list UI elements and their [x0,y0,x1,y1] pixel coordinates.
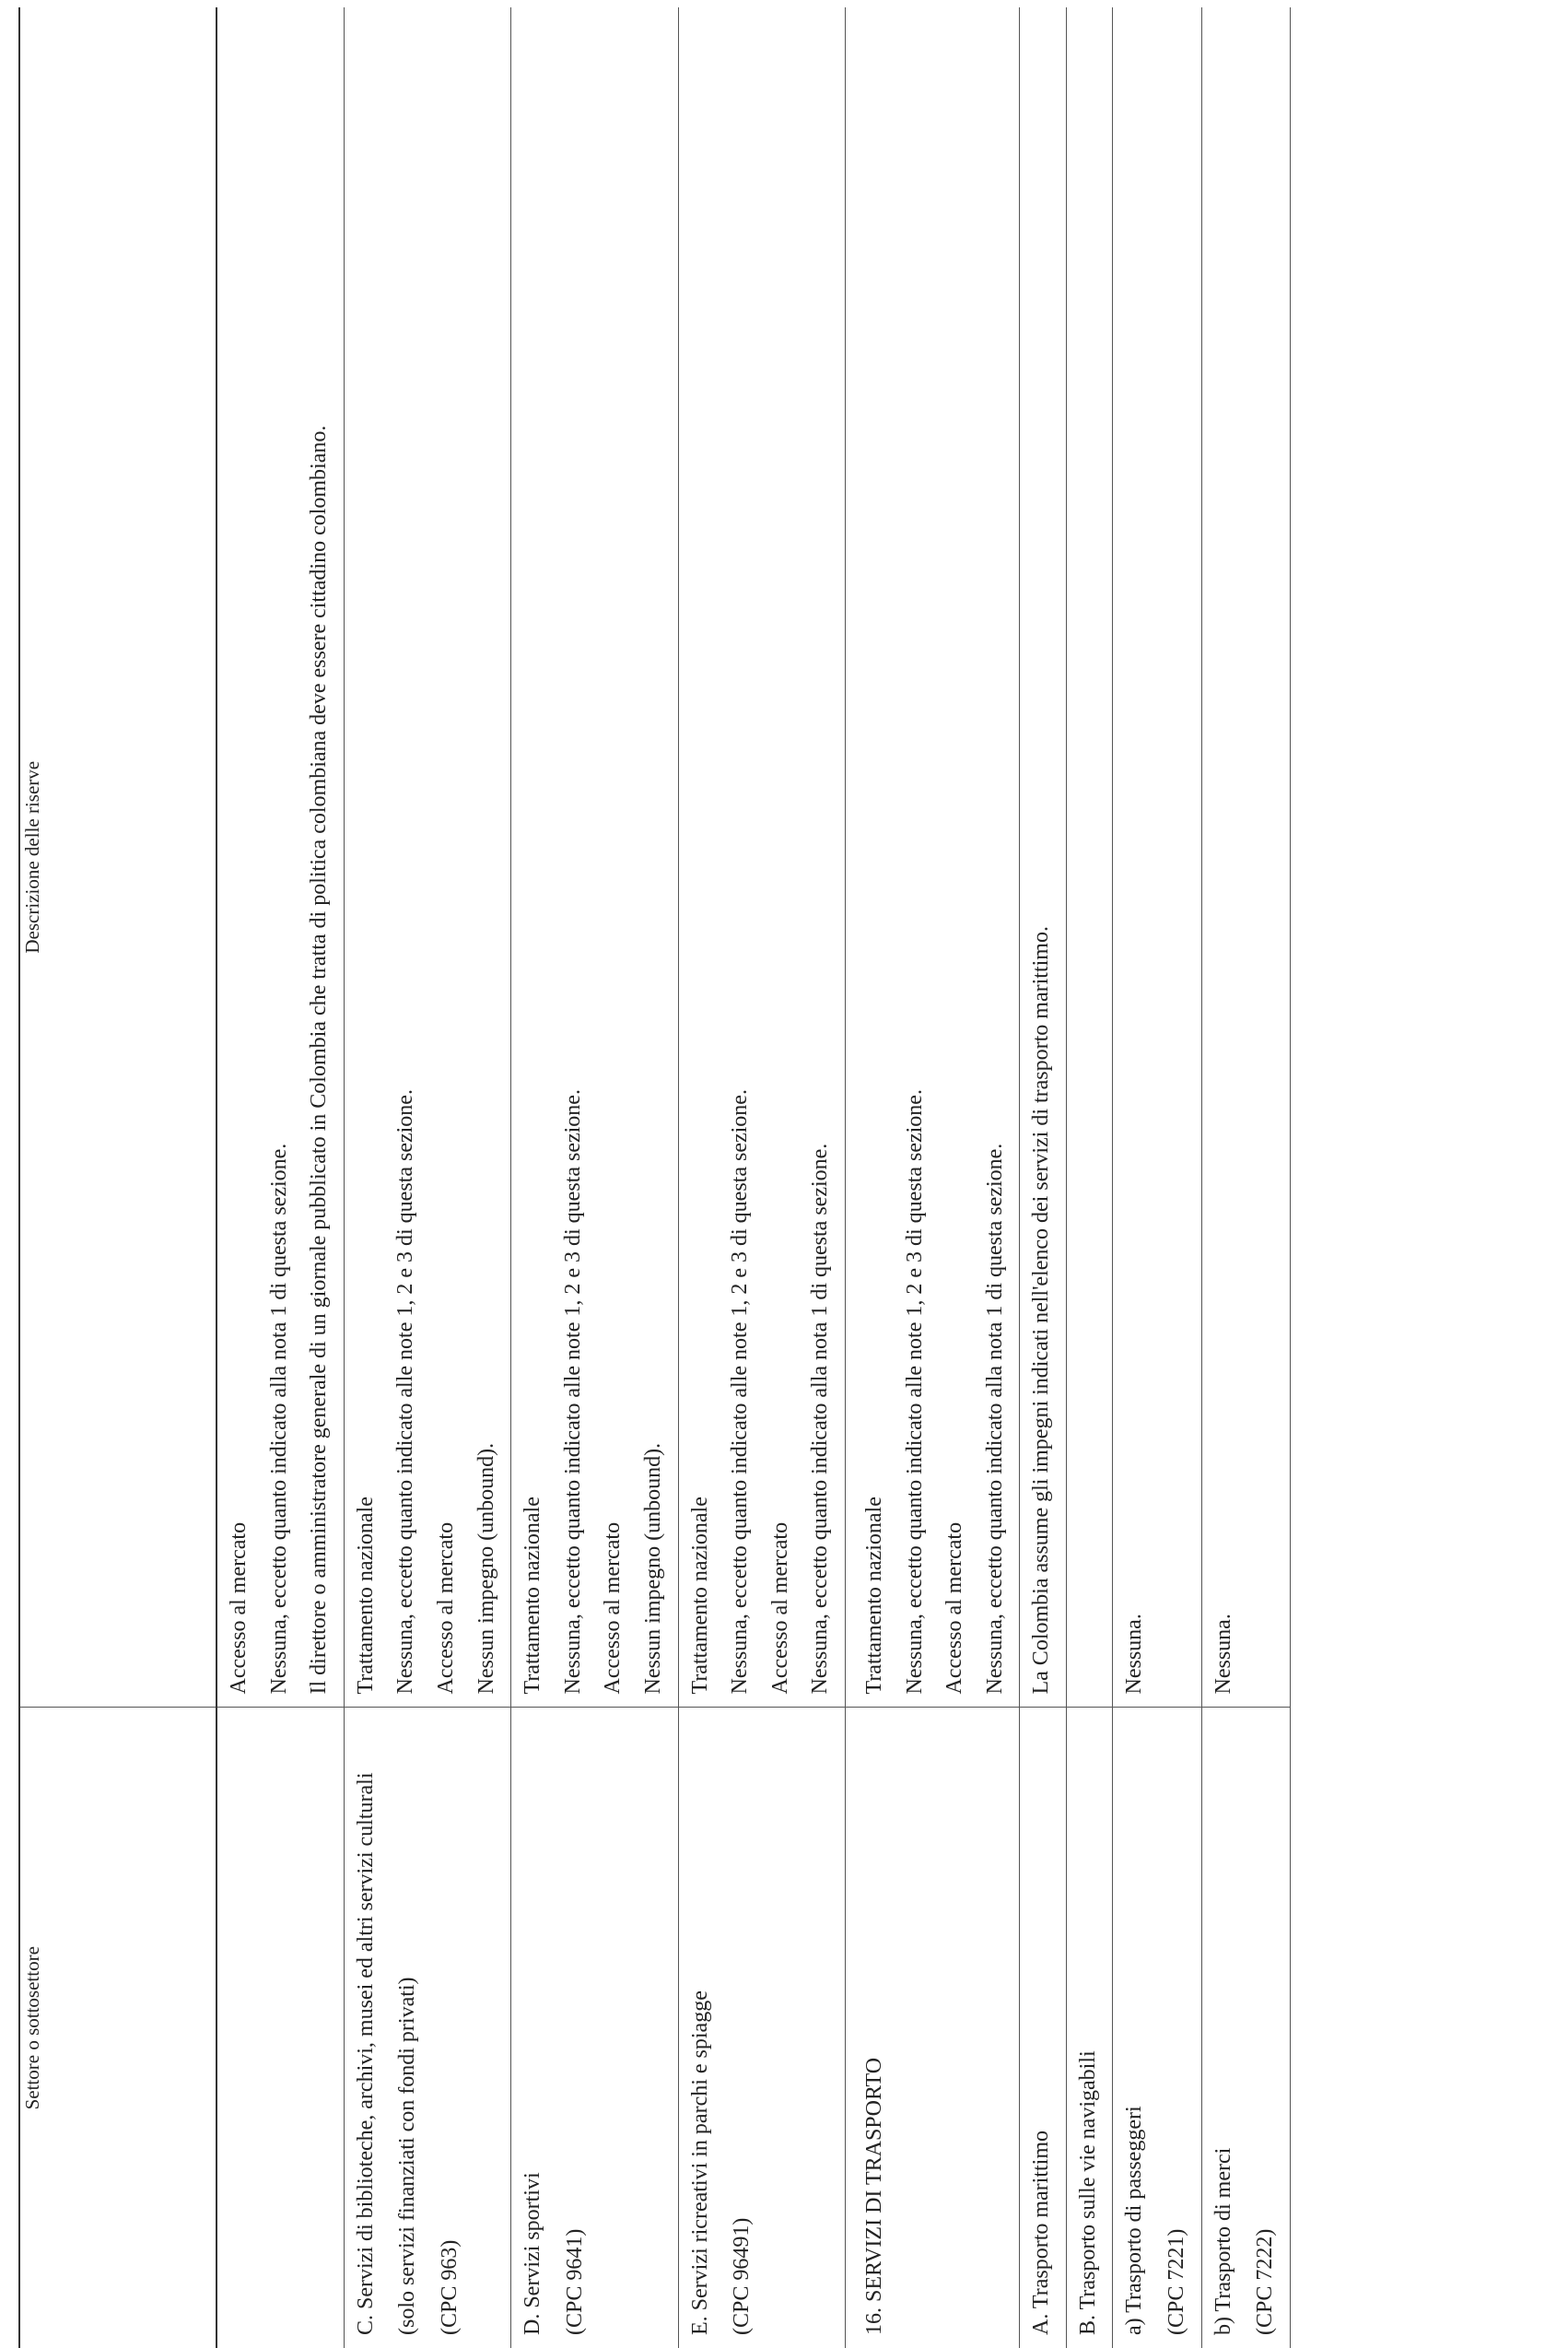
sector-title: 16. SERVIZI DI TRASPORTO [861,2057,886,2335]
table-row [1201,7,1290,2348]
desc-text: Nessuna, eccetto quanto indicato alla nota 1 di questa sezione. [266,1143,291,1695]
sector-title: b) Trasporto di merci [1211,2147,1235,2335]
sector-cell [1066,1708,1113,2348]
description-cell [1201,7,1290,1708]
table-row [1020,7,1067,2348]
sector-title: D. Servizi sportivi [521,2172,545,2335]
table-header-row [19,7,216,2348]
desc-heading: Trattamento nazionale [687,1497,712,1695]
table-row [216,7,344,2348]
sector-title: a) Trasporto di passeggeri [1122,2106,1147,2335]
desc-text: Nessuna, eccetto quanto indicato alle note 1, 2 e 3 di questa sezione. [560,1089,585,1695]
table-row [1113,7,1201,2348]
description-cell [1020,7,1067,1708]
sector-cell [216,1708,344,2348]
description-cell [845,7,1019,1708]
desc-text: Nessuna, eccetto quanto indicato alle note 1, 2 e 3 di questa sezione. [393,1089,418,1695]
desc-heading: Trattamento nazionale [521,1497,545,1695]
sector-cell [1201,1708,1290,2348]
desc-text: Il direttore o amministratore generale di un giornale pubblicato in Colombia che tratta di politica colombiana deve essere cittadino colombiano. [307,425,332,1695]
description-cell [1113,7,1201,1708]
sector-code: (CPC 96491) [730,2217,755,2335]
description-cell [216,7,344,1708]
description-cell [344,7,510,1708]
desc-heading: Accesso al mercato [942,1521,967,1695]
table-row [845,7,1019,2348]
sector-note: (solo servizi finanziati con fondi privati) [395,1977,420,2335]
desc-text: Nessun impegno (unbound). [474,1442,498,1695]
sector-code: (CPC 963) [437,2239,462,2335]
header-sector: Settore o sottosettore [19,1708,216,2348]
table-row [678,7,845,2348]
reservations-table [18,7,1291,2348]
sector-cell [1020,1708,1067,2348]
desc-text: Nessuna, eccetto quanto indicato alle note 1, 2 e 3 di questa sezione. [902,1089,927,1695]
desc-heading: Trattamento nazionale [353,1497,378,1695]
description-cell [511,7,678,1708]
desc-heading: Accesso al mercato [601,1521,626,1695]
desc-text: Nessun impegno (unbound). [640,1442,665,1695]
table-row [1066,7,1113,2348]
sector-title: A. Trasporto marittimo [1029,2130,1054,2335]
desc-heading: Accesso al mercato [767,1521,792,1695]
sector-cell [678,1708,845,2348]
desc-text: La Colombia assume gli impegni indicati nell'elenco dei servizi di trasporto marittimo. [1029,926,1054,1695]
desc-text: Nessuna. [1122,1614,1147,1695]
sector-title: B. Trasporto sulle vie navigabili [1075,2050,1100,2335]
sector-code: (CPC 7222) [1253,2228,1278,2335]
header-description: Descrizione delle riserve [19,7,216,1708]
sector-cell [511,1708,678,2348]
sector-title: C. Servizi di biblioteche, archivi, musei ed altri servizi culturali [353,1772,378,2335]
sector-code: (CPC 7221) [1164,2228,1189,2335]
sector-cell [344,1708,510,2348]
desc-text: Nessuna, eccetto quanto indicato alle note 1, 2 e 3 di questa sezione. [728,1089,753,1695]
table-row [344,7,510,2348]
desc-heading: Accesso al mercato [227,1521,251,1695]
sector-title: E. Servizi ricreativi in parchi e spiagge [687,1990,712,2335]
sector-cell [845,1708,1019,2348]
description-cell [1066,7,1113,1708]
sector-code: (CPC 9641) [562,2228,587,2335]
desc-heading: Trattamento nazionale [861,1497,886,1695]
desc-text: Nessuna. [1211,1614,1235,1695]
sector-cell [1113,1708,1201,2348]
table-row [511,7,678,2348]
desc-text: Nessuna, eccetto quanto indicato alla nota 1 di questa sezione. [982,1143,1007,1695]
desc-text: Nessuna, eccetto quanto indicato alla nota 1 di questa sezione. [808,1143,833,1695]
description-cell [678,7,845,1708]
desc-heading: Accesso al mercato [433,1521,458,1695]
